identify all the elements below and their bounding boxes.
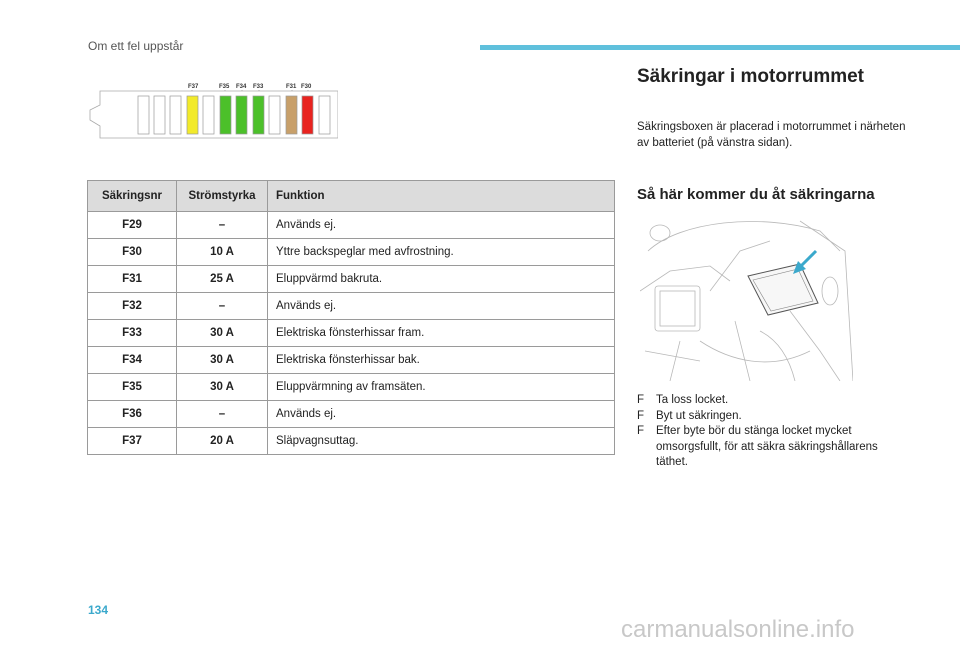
cell-amperage: – (177, 401, 268, 428)
cell-function: Eluppvärmning av framsäten. (268, 374, 615, 401)
cell-amperage: 30 A (177, 347, 268, 374)
arrow-icon (793, 251, 816, 274)
column-header-function: Funktion (268, 181, 615, 212)
table-row (88, 239, 615, 266)
cell-function: Släpvagnsuttag. (268, 428, 615, 455)
table-row (88, 320, 615, 347)
engine-compartment-illustration (640, 211, 853, 381)
cell-fuse-no: F31 (88, 266, 177, 293)
table-row (88, 266, 615, 293)
cell-function: Elektriska fönsterhissar bak. (268, 347, 615, 374)
list-item (637, 409, 907, 425)
step-text: Ta loss locket. (656, 394, 729, 406)
cell-fuse-no: F32 (88, 293, 177, 320)
table-row (88, 347, 615, 374)
fuse-label-f31: F31 (286, 84, 297, 90)
fuse-f33 (253, 96, 264, 134)
access-subtitle: Så här kommer du åt säkringarna (637, 186, 875, 203)
fuse-label-f37: F37 (188, 84, 199, 90)
cell-fuse-no: F34 (88, 347, 177, 374)
table-header-row (88, 181, 615, 212)
fuse-table (87, 180, 615, 455)
cell-amperage: 20 A (177, 428, 268, 455)
list-item (637, 424, 907, 471)
table-row (88, 374, 615, 401)
step-text: Byt ut säkringen. (656, 409, 742, 422)
fuse-label-f30: F30 (301, 84, 312, 90)
cell-fuse-no: F33 (88, 320, 177, 347)
cell-fuse-no: F30 (88, 239, 177, 266)
table-row (88, 401, 615, 428)
step-text: Efter byte bör du stänga locket mycket omsorgsfullt, för att säkra säkringshållarens täthet. (656, 425, 878, 468)
fuse-label-f35: F35 (219, 84, 230, 90)
fuse-label-f34: F34 (236, 84, 247, 90)
fuse-label-f33: F33 (253, 84, 264, 90)
intro-paragraph: Säkringsboxen är placerad i motorrummet i närheten av batteriet (på vänstra sidan). (637, 121, 906, 149)
section-header: Om ett fel uppstår (88, 39, 184, 53)
fuse-f31 (286, 96, 297, 134)
column-header-fuse-no: Säkringsnr (88, 181, 177, 212)
fuse-f34 (236, 96, 247, 134)
watermark: carmanualsonline.info (621, 616, 855, 643)
bullet-icon: F (637, 409, 645, 422)
cell-amperage: – (177, 293, 268, 320)
cell-function: Yttre backspeglar med avfrostning. (268, 239, 615, 266)
cell-fuse-no: F35 (88, 374, 177, 401)
cell-function: Används ej. (268, 401, 615, 428)
cell-amperage: – (177, 212, 268, 239)
column-header-amperage: Strömstyrka (177, 181, 268, 212)
fuse-f35 (220, 96, 231, 134)
bullet-icon: F (637, 425, 645, 437)
cell-function: Används ej. (268, 293, 615, 320)
cell-amperage: 30 A (177, 374, 268, 401)
cell-function: Eluppvärmd bakruta. (268, 266, 615, 293)
section-title: Säkringar i motorrummet (637, 66, 864, 87)
header-accent-bar (480, 45, 960, 50)
table-row (88, 212, 615, 239)
bullet-icon: F (637, 394, 645, 406)
table-row (88, 428, 615, 455)
cell-amperage: 30 A (177, 320, 268, 347)
fuse-box-cover (748, 264, 818, 315)
cell-function: Används ej. (268, 212, 615, 239)
fuse-box-diagram (88, 78, 338, 148)
table-row (88, 293, 615, 320)
list-item (637, 393, 907, 409)
cell-fuse-no: F29 (88, 212, 177, 239)
cell-fuse-no: F37 (88, 428, 177, 455)
steps-list (637, 393, 907, 471)
cell-amperage: 10 A (177, 239, 268, 266)
cell-amperage: 25 A (177, 266, 268, 293)
fuse-f30 (302, 96, 313, 134)
fuse-f37 (187, 96, 198, 134)
cell-fuse-no: F36 (88, 401, 177, 428)
page-number: 134 (88, 603, 109, 617)
cell-function: Elektriska fönsterhissar fram. (268, 320, 615, 347)
